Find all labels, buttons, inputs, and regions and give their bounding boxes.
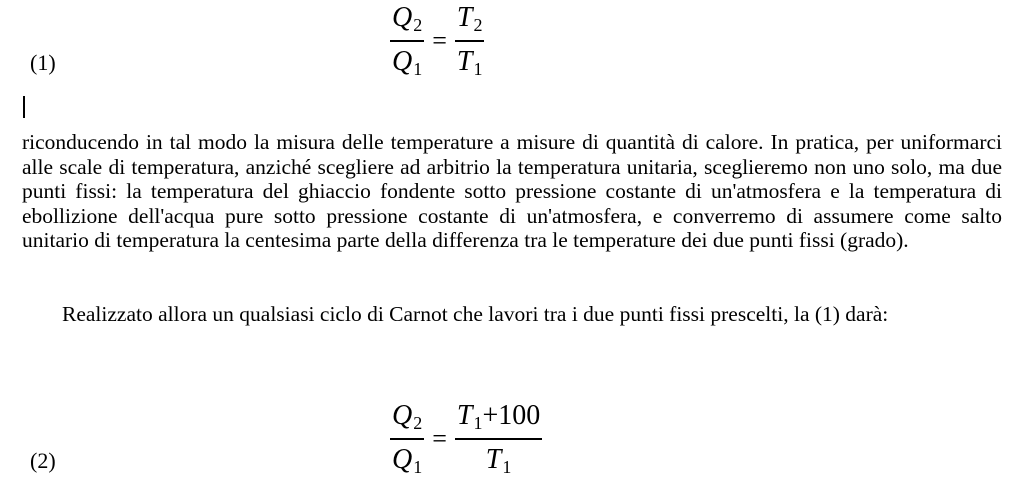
equation-2 [390,402,542,476]
eq2-lhs-num-var: Q [392,400,413,431]
equation-2-label: (2) [30,448,56,473]
equation-2-rhs-denominator [484,440,514,476]
eq2-lhs-den-var: Q [392,443,413,475]
equation-1-rhs-denominator [455,42,485,78]
eq1-rhs-den-var: T [456,45,473,77]
eq2-rhs-num-sub: 1 [473,413,483,433]
equation-2-rhs-fraction [455,402,542,476]
eq1-lhs-num-var: Q [392,2,413,33]
eq1-rhs-num-var: T [456,2,473,33]
equation-1-lhs-numerator [390,4,424,40]
eq1-rhs-den-sub: 1 [473,58,483,79]
equation-2-rhs-numerator [455,402,542,438]
equals-sign: = [432,25,447,55]
text-cursor[interactable] [23,96,25,118]
equation-1-lhs-fraction [390,4,424,78]
eq1-lhs-den-var: Q [392,45,413,77]
eq1-lhs-num-sub: 2 [413,15,423,35]
eq2-rhs-num-plus: +100 [482,400,541,431]
eq2-rhs-den-sub: 1 [502,456,512,477]
paragraph-1: riconducendo in tal modo la misura delle temperature a misure di quantità di calore. In pratica, per uniformarci alle scale di temperatura, anziché scegliere ad arbitrio la temperatura unitaria, sceglieremo non uno solo, ma due punti fissi: la temperatura del ghiaccio fondente sotto pressione costante di un'atmosfera e la temperatura di ebollizione dell'acqua pure sotto pressione costante di un'atmosfera, e converremo di assumere come salto unitario di temperatura la centesima parte della differenza tra le temperature dei due punti fissi (grado). [22,130,1002,253]
eq2-rhs-num-var: T [456,400,473,431]
equation-1-rhs-fraction [455,4,485,78]
equation-1 [390,4,484,78]
eq2-lhs-num-sub: 2 [413,413,423,433]
paragraph-2: Realizzato allora un qualsiasi ciclo di Carnot che lavori tra i due punti fissi prescelti, la (1) darà: [62,302,889,326]
eq1-lhs-den-sub: 1 [413,58,423,79]
eq2-rhs-den-var: T [485,443,502,475]
equation-1-label: (1) [30,50,56,75]
equation-2-lhs-denominator [390,440,424,476]
eq2-lhs-den-sub: 1 [413,456,423,477]
equation-1-lhs-denominator [390,42,424,78]
equation-2-lhs-fraction [390,402,424,476]
eq1-rhs-num-sub: 2 [473,15,483,35]
equation-1-rhs-numerator [455,4,485,40]
equation-2-lhs-numerator [390,402,424,438]
equals-sign: = [432,423,447,453]
